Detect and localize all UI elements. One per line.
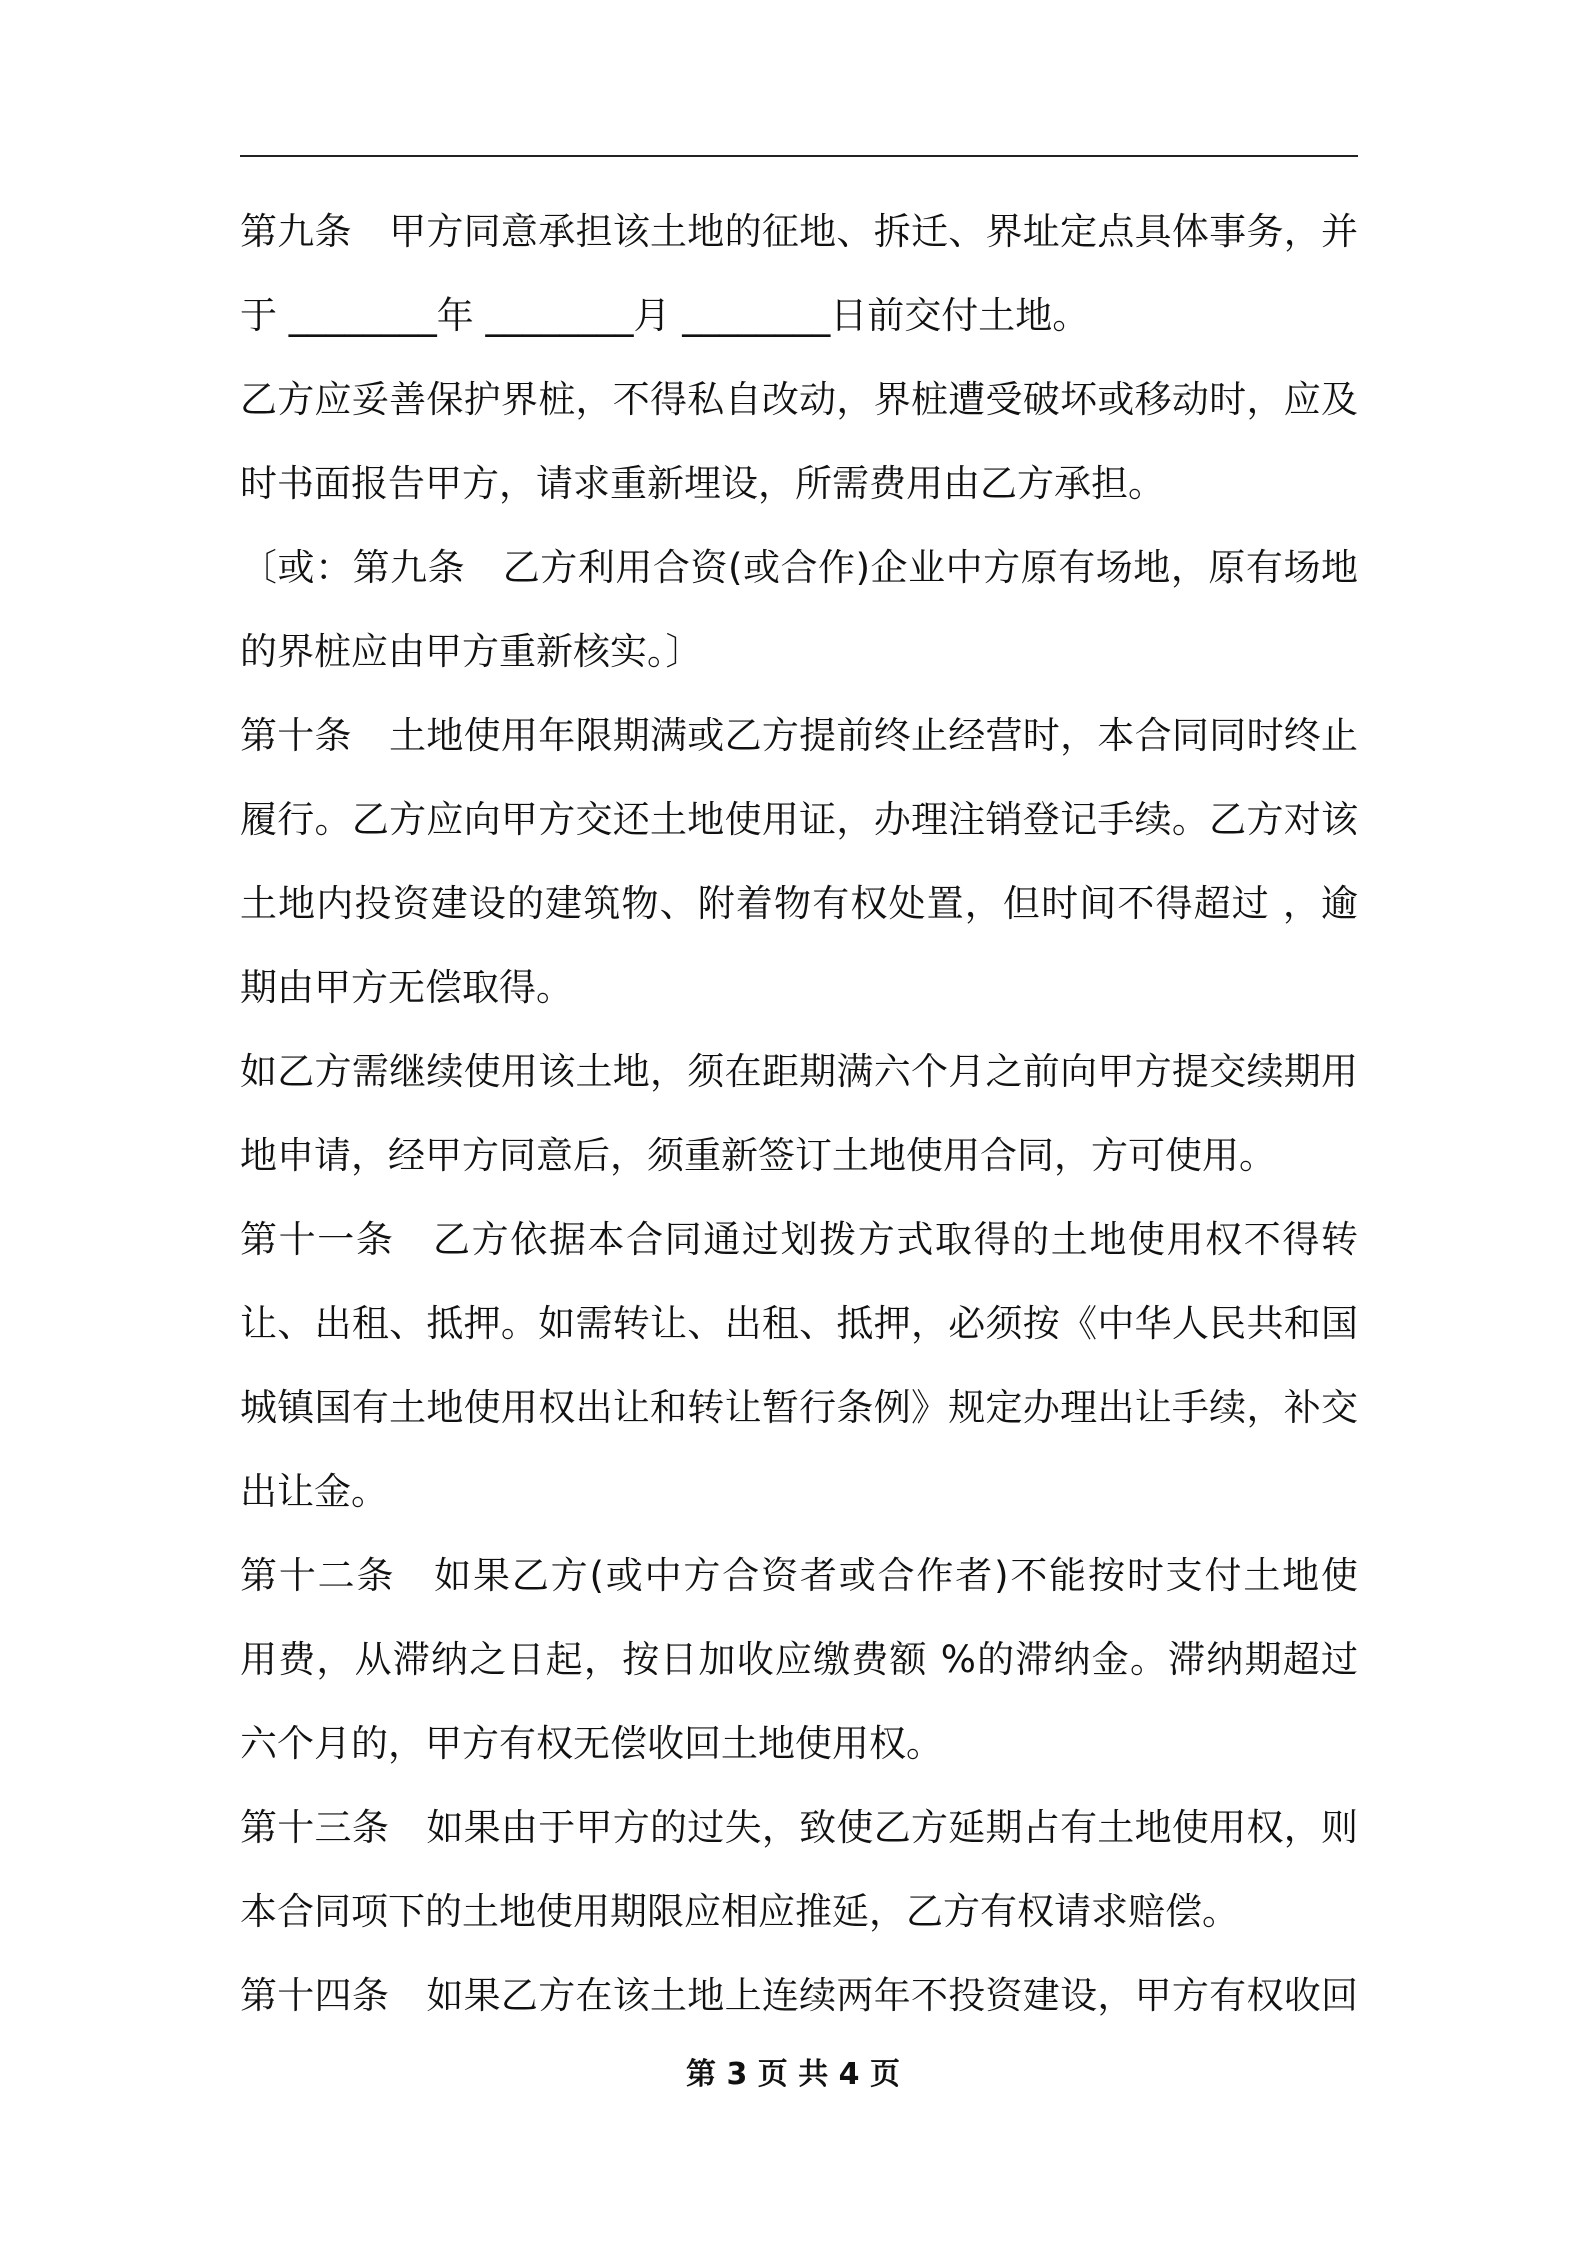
text-line: 第十一条 乙方依据本合同通过划拨方式取得的土地使用权不得转: [240, 1218, 1358, 1261]
header-divider: [240, 155, 1358, 157]
text-line: 城镇国有土地使用权出让和转让暂行条例》规定办理出让手续，补交: [240, 1386, 1358, 1429]
text-line: 第十二条 如果乙方(或中方合资者或合作者)不能按时支付土地使: [240, 1554, 1358, 1597]
text-line: 地申请，经甲方同意后，须重新签订土地使用合同，方可使用。: [240, 1134, 1276, 1177]
text-line: 期由甲方无偿取得。: [240, 966, 573, 1009]
text-line: 于 ________年 ________月 ________日前交付土地。: [240, 294, 1090, 337]
page-number-footer: 第 3 页 共 4 页: [686, 2057, 900, 2092]
text-line: 让、出租、抵押。如需转让、出租、抵押，必须按《中华人民共和国: [240, 1302, 1358, 1345]
text-line: 用费，从滞纳之日起，按日加收应缴费额 %的滞纳金。滞纳期超过: [240, 1638, 1358, 1681]
text-line: 〔或：第九条 乙方利用合资(或合作)企业中方原有场地，原有场地: [240, 546, 1358, 589]
text-line: 第十三条 如果由于甲方的过失，致使乙方延期占有土地使用权，则: [240, 1806, 1358, 1849]
text-line: 本合同项下的土地使用期限应相应推延，乙方有权请求赔偿。: [240, 1890, 1239, 1933]
document-body: [240, 190, 1358, 2038]
text-line: 如乙方需继续使用该土地，须在距期满六个月之前向甲方提交续期用: [240, 1050, 1358, 1093]
text-line: 第十四条 如果乙方在该土地上连续两年不投资建设，甲方有权收回: [240, 1974, 1358, 2017]
text-line: 的界桩应由甲方重新核实。〕: [240, 630, 703, 673]
text-line: 时书面报告甲方，请求重新埋设，所需费用由乙方承担。: [240, 462, 1165, 505]
text-line: 第十条 土地使用年限期满或乙方提前终止经营时，本合同同时终止: [240, 714, 1358, 757]
text-line: 第九条 甲方同意承担该土地的征地、拆迁、界址定点具体事务，并: [240, 210, 1358, 253]
text-line: 六个月的，甲方有权无偿收回土地使用权。: [240, 1722, 943, 1765]
text-line: 乙方应妥善保护界桩，不得私自改动，界桩遭受破坏或移动时，应及: [240, 378, 1358, 421]
text-line: 履行。乙方应向甲方交还土地使用证，办理注销登记手续。乙方对该: [240, 798, 1358, 841]
text-line: 土地内投资建设的建筑物、附着物有权处置，但时间不得超过 ，逾: [240, 882, 1358, 925]
text-line: 出让金。: [240, 1470, 388, 1513]
